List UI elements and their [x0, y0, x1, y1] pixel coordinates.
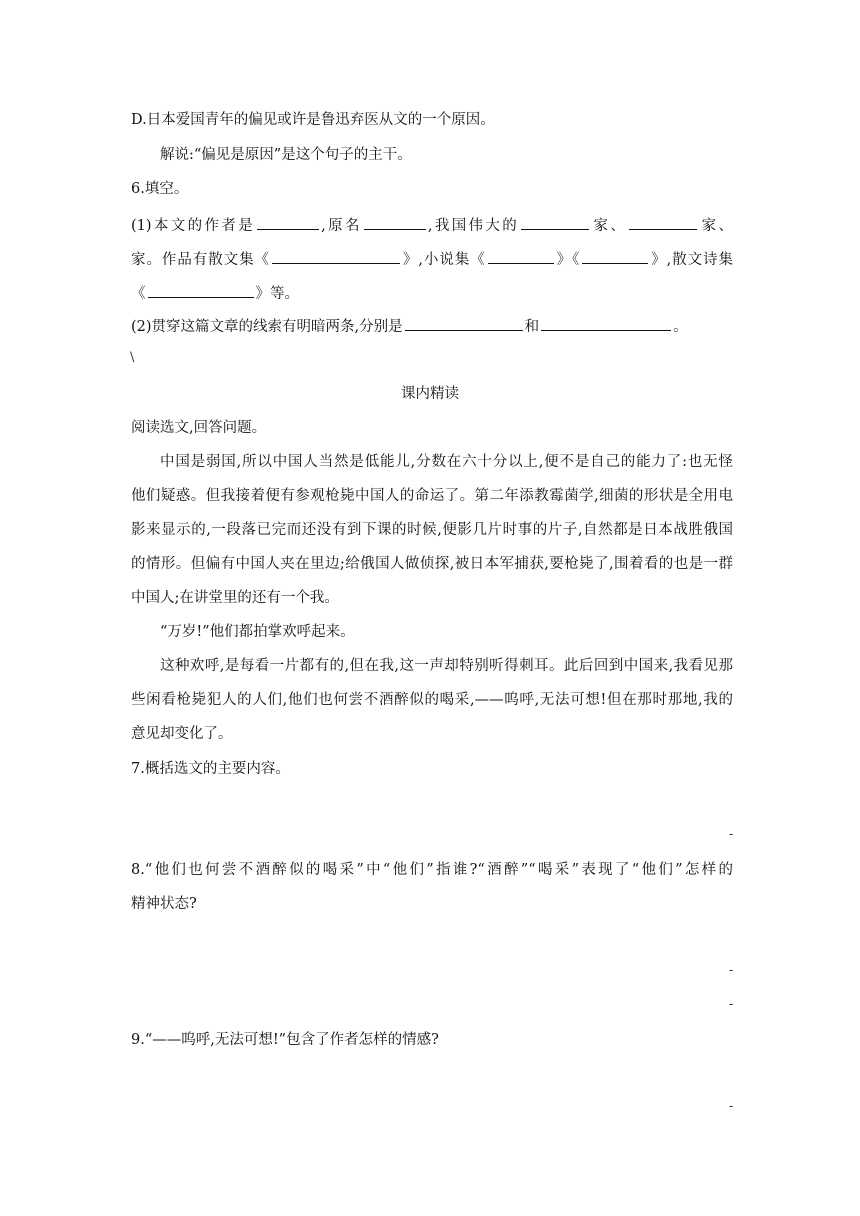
question-6-1-line-1: (1)本文的作者是 ,原名 ,我国伟大的 家、 家、: [131, 214, 733, 236]
passage-paragraph-1-line-4: 的情形。但偏有中国人夹在里边;给俄国人做侦探,被日本军捕获,要枪毙了,围着看的也是一群: [131, 556, 733, 572]
question-7: 7.概括选文的主要内容。: [131, 761, 290, 777]
answer-area-marker: -: [729, 997, 734, 1012]
question-6-title: 6.填空。: [131, 181, 189, 197]
option-d: D.日本爱国青年的偏见或许是鲁迅弃医从文的一个原因。: [131, 112, 495, 128]
passage-paragraph-3-line-3: 意见却变化了。: [131, 726, 233, 742]
answer-blank[interactable]: [272, 248, 400, 264]
section-title: 课内精读: [401, 386, 459, 402]
question-6-2: (2)贯穿这篇文章的线索有明暗两条,分别是 和 。: [131, 315, 688, 337]
answer-area-marker: -: [729, 1099, 734, 1114]
stray-mark: \: [130, 350, 135, 365]
answer-blank[interactable]: [257, 214, 319, 230]
question-8-line-1: 8.“他们也何尝不酒醉似的喝采”中“他们”指谁?“酒醉”“喝采”表现了“他们”怎样的: [131, 862, 733, 878]
passage-paragraph-2: “万岁!”他们都拍掌欢呼起来。: [160, 624, 355, 640]
answer-area-marker: -: [729, 963, 734, 978]
passage-paragraph-3-line-1: 这种欢呼,是每看一片都有的,但在我,这一声却特别听得刺耳。此后回到中国来,我看见那: [160, 658, 733, 674]
answer-blank[interactable]: [541, 315, 671, 331]
passage-paragraph-3-line-2: 些闲看枪毙犯人的人们,他们也何尝不酒醉似的喝采,——呜呼,无法可想!但在那时那地,我的: [131, 692, 733, 708]
answer-blank[interactable]: [148, 282, 254, 298]
answer-blank[interactable]: [405, 315, 523, 331]
explanation: 解说:“偏见是原因”是这个句子的主干。: [160, 147, 412, 163]
answer-blank[interactable]: [582, 248, 648, 264]
passage-paragraph-1-line-2: 他们疑惑。但我接着便有参观枪毙中国人的命运了。第二年添教霉菌学,细菌的形状是全用电: [131, 488, 733, 504]
answer-blank[interactable]: [521, 214, 589, 230]
answer-area-marker: -: [729, 827, 734, 842]
passage-paragraph-1-line-3: 影来显示的,一段落已完而还没有到下课的时候,便影几片时事的片子,自然都是日本战胜俄国: [131, 522, 733, 538]
passage-paragraph-1-line-5: 中国人;在讲堂里的还有一个我。: [131, 590, 339, 606]
answer-blank[interactable]: [364, 214, 426, 230]
question-8-line-2: 精神状态?: [131, 896, 197, 912]
answer-blank[interactable]: [629, 214, 697, 230]
question-6-1-line-2: 家。作品有散文集《 》,小说集《 》《 》,散文诗集: [131, 248, 733, 270]
passage-paragraph-1-line-1: 中国是弱国,所以中国人当然是低能儿,分数在六十分以上,便不是自己的能力了:也无怪: [160, 454, 733, 470]
answer-blank[interactable]: [488, 248, 554, 264]
reading-instruction: 阅读选文,回答问题。: [131, 420, 267, 436]
question-6-1-line-3: 《 》等。: [131, 282, 299, 304]
question-9: 9.“——呜呼,无法可想!”包含了作者怎样的情感?: [131, 1032, 439, 1048]
